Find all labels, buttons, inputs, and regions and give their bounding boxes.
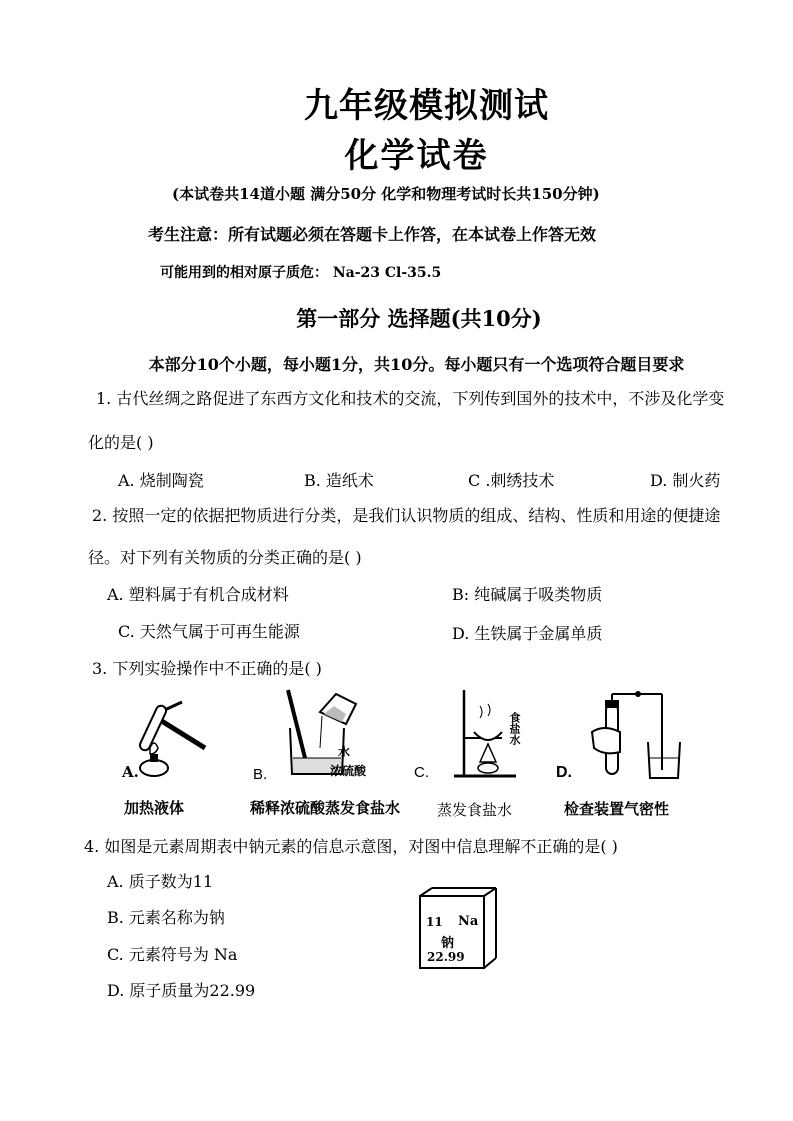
element-symbol: Na [458,914,479,929]
q1-option-b[interactable]: B. 造纸术 [304,471,374,490]
q3-stem: 3. 下列实验操作中不正确的是( ) [92,659,322,678]
element-name: 钠 [441,936,455,951]
q1-option-c[interactable]: C .刺绣技术 [468,471,555,490]
figure-d-letter: D. [556,764,572,781]
q4-option-c[interactable]: C. 元素符号为 Na [107,945,238,964]
figure-b-caption: 稀释浓硫酸蒸发食盐水 [250,799,401,817]
figure-c-salt-water-label: 食盐水 [508,712,520,745]
q2-option-a[interactable]: A. 塑料属于有机合成材料 [107,585,289,604]
exam-subtitle: 化学试卷 [344,136,489,176]
q1-stem-line1: 1. 古代丝绸之路促进了东西方文化和技术的交流，下列传到国外的技术中，不涉及化学变 [96,389,725,408]
exam-info: (本试卷共14道小题 满分50分 化学和物理考试时长共150分钟) [172,185,600,203]
figure-d-caption: 检查装置气密性 [564,800,670,818]
part1-heading: 第一部分 选择题(共10分) [296,306,542,331]
figure-d-airtightness-check [590,690,685,782]
q2-stem-line1: 2. 按照一定的依据把物质进行分类，是我们认识物质的组成、结构、性质和用途的便捷途 [92,506,721,525]
figure-a-letter: A. [122,763,139,781]
element-number: 11 [426,915,443,929]
exam-notice: 考生注意：所有试题必须在答题卡上作答，在本试卷上作答无效 [148,225,597,244]
q4-option-b[interactable]: B. 元素名称为钠 [107,908,225,927]
figure-c-letter: C. [414,764,429,781]
figure-b-water-label: 水 [338,745,351,759]
figure-c-caption: 蒸发食盐水 [437,801,513,819]
q4-option-d[interactable]: D. 原子质量为22.99 [107,981,256,1000]
exam-title: 九年级模拟测试 [304,86,549,126]
q2-option-c[interactable]: C. 天然气属于可再生能源 [118,622,300,641]
figure-b-acid-label: 浓硫酸 [330,764,367,778]
q4-option-a[interactable]: A. 质子数为11 [107,872,214,891]
q1-option-d[interactable]: D. 制火药 [650,471,721,490]
element-mass: 22.99 [427,950,465,964]
figure-b-letter: B. [253,766,268,783]
figure-a-caption: 加热液体 [124,799,185,817]
q1-option-a[interactable]: A. 烧制陶瓷 [118,471,204,490]
q4-stem: 4. 如图是元素周期表中钠元素的信息示意图，对图中信息理解不正确的是( ) [84,837,618,856]
q2-option-b[interactable]: B: 纯碱属于吸类物质 [452,585,603,604]
q2-option-d[interactable]: D. 生铁属于金属单质 [452,624,603,643]
q2-stem-line2: 径。对下列有关物质的分类正确的是( ) [88,548,362,567]
part1-description: 本部分10个小题，每小题1分，共10分。每小题只有一个选项符合题目要求 [148,355,685,374]
q1-stem-line2: 化的是( ) [88,433,154,452]
atomic-masses: 可能用到的相对原子质危： Na-23 Cl-35.5 [160,265,442,281]
